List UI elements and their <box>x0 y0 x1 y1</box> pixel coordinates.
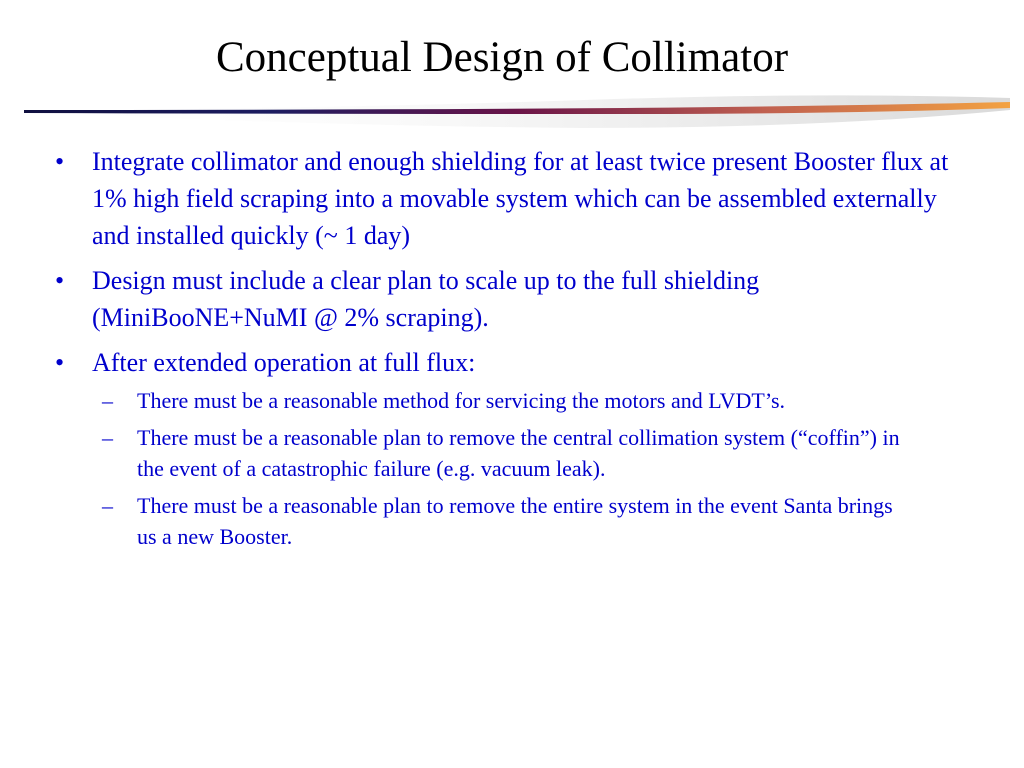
sub-bullet-list <box>92 385 974 552</box>
slide-content <box>0 143 1024 560</box>
slide-title: Conceptual Design of Collimator <box>215 34 789 81</box>
sub-bullet-item-2 <box>92 422 974 484</box>
bullet-marker: • <box>55 147 65 176</box>
sub-bullet-item-1 <box>92 385 974 416</box>
bullet-text: Integrate collimator and enough shielding for at least twice present Booster flux at 1% high field scraping into a movable system which can be assembled externally and installed quickly (~ 1 day) <box>92 147 949 250</box>
dash-marker: – <box>102 493 113 518</box>
bullet-item-3 <box>0 344 1024 552</box>
bullet-text: Design must include a clear plan to scale up to the full shielding (MiniBooNE+NuMI @ 2% scraping). <box>92 266 760 332</box>
sub-bullet-text: There must be a reasonable plan to remove the central collimation system (“coffin”) in the event of a catastrophic failure (e.g. vacuum leak). <box>137 425 900 481</box>
sub-bullet-text: There must be a reasonable plan to remove the entire system in the event Santa brings us a new Booster. <box>137 493 893 549</box>
bullet-item-1 <box>0 143 1024 254</box>
bullet-text: After extended operation at full flux: <box>92 348 476 377</box>
sub-bullet-item-3 <box>92 490 974 552</box>
sub-bullet-text: There must be a reasonable method for servicing the motors and LVDT’s. <box>137 388 786 413</box>
dash-marker: – <box>102 425 113 450</box>
bullet-item-2 <box>0 262 1024 336</box>
title-divider-swoosh <box>24 88 1010 134</box>
bullet-marker: • <box>55 266 65 295</box>
bullet-marker: • <box>55 348 65 377</box>
bullet-list <box>0 143 1024 552</box>
dash-marker: – <box>102 388 113 413</box>
